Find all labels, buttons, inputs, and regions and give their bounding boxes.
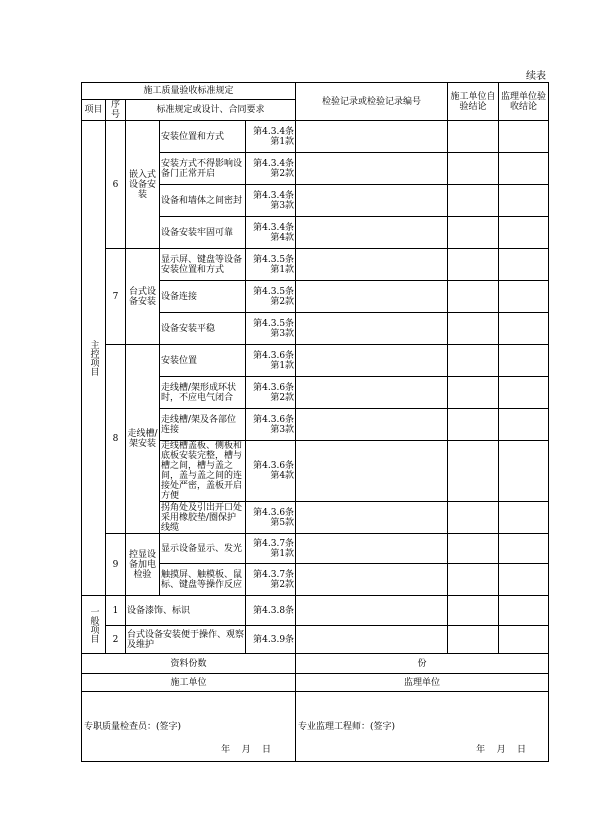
inspector-signature-label: 专职质量检查员：(签字) <box>84 721 182 732</box>
contractor-conclusion-cell[interactable] <box>448 249 499 281</box>
seq-header: 序号 <box>106 100 126 121</box>
contractor-date: 年 月 日 <box>221 745 272 755</box>
requirement-cell: 台式设备安装便于操作、观察及维护 <box>126 626 246 654</box>
clause-cell: 第4.3.4条第2款 <box>246 153 296 185</box>
record-cell[interactable] <box>296 534 448 564</box>
group-number: 8 <box>106 345 126 534</box>
contractor-conclusion-cell[interactable] <box>448 377 499 409</box>
group-name: 台式设备安装 <box>126 249 160 345</box>
supervisor-conclusion-cell[interactable] <box>499 217 549 249</box>
contractor-conclusion-cell[interactable] <box>448 564 499 596</box>
contractor-conclusion-cell[interactable] <box>448 313 499 345</box>
contractor-conclusion-cell[interactable] <box>448 281 499 313</box>
requirement-cell: 触摸屏、触模板、鼠标、键盘等操作反应 <box>160 564 246 596</box>
record-cell[interactable] <box>296 564 448 596</box>
requirement-cell: 安装位置 <box>160 345 246 377</box>
record-cell[interactable] <box>296 502 448 534</box>
supervisor-conclusion-cell[interactable] <box>499 281 549 313</box>
supervisor-conclusion-cell[interactable] <box>499 249 549 281</box>
supervisor-conclusion-cell[interactable] <box>499 626 549 654</box>
clause-cell: 第4.3.4条第4款 <box>246 217 296 249</box>
record-cell[interactable] <box>296 596 448 626</box>
contractor-conclusion-cell[interactable] <box>448 534 499 564</box>
contractor-conclusion-cell[interactable] <box>448 441 499 502</box>
contractor-conclusion-cell[interactable] <box>448 502 499 534</box>
record-cell[interactable] <box>296 313 448 345</box>
requirement-cell: 走线槽/架及各部位连接 <box>160 409 246 441</box>
requirement-cell: 设备连接 <box>160 281 246 313</box>
clause-cell: 第4.3.9条 <box>246 626 296 654</box>
group-name: 控显设备加电检验 <box>126 534 160 596</box>
requirement-cell: 走线槽盖板、侧板和底板安装完整，槽与槽之间，槽与盖之间，盖与盖之间的连接处严密，盖板开启方便 <box>160 441 246 502</box>
general-number: 2 <box>106 626 126 654</box>
general-group-text: 一般项目 <box>88 606 99 643</box>
supervisor-conclusion-cell[interactable] <box>499 564 549 596</box>
contractor-conclusion-cell[interactable] <box>448 596 499 626</box>
clause-cell: 第4.3.4条第3款 <box>246 185 296 217</box>
contractor-conclusion-cell[interactable] <box>448 409 499 441</box>
supervisor-conclusion-cell[interactable] <box>499 185 549 217</box>
supervisor-conclusion-cell[interactable] <box>499 313 549 345</box>
record-cell[interactable] <box>296 377 448 409</box>
contractor-conclusion-header: 施工单位自验结论 <box>448 83 499 121</box>
clause-cell: 第4.3.7条第1款 <box>246 534 296 564</box>
record-cell[interactable] <box>296 345 448 377</box>
requirement-cell: 拐角处及引出开口处采用橡胶垫/圈保护线缆 <box>160 502 246 534</box>
record-cell[interactable] <box>296 409 448 441</box>
standard-group-header: 施工质量验收标准规定 <box>82 83 296 100</box>
contractor-conclusion-cell[interactable] <box>448 345 499 377</box>
supervisor-conclusion-cell[interactable] <box>499 534 549 564</box>
clause-cell: 第4.3.6条第2款 <box>246 377 296 409</box>
general-number: 1 <box>106 596 126 626</box>
group-number: 6 <box>106 121 126 249</box>
supervisor-conclusion-cell[interactable] <box>499 377 549 409</box>
requirement-cell: 设备和墙体之间密封 <box>160 185 246 217</box>
clause-cell: 第4.3.5条第2款 <box>246 281 296 313</box>
group-number: 9 <box>106 534 126 596</box>
contractor-conclusion-cell[interactable] <box>448 153 499 185</box>
main-group-label <box>82 121 106 596</box>
supervisor-conclusion-header: 监理单位验收结论 <box>499 83 549 121</box>
requirement-cell: 设备漆饰、标识 <box>126 596 246 626</box>
docs-count-cell[interactable] <box>296 654 549 674</box>
clause-cell: 第4.3.6条第5款 <box>246 502 296 534</box>
contractor-conclusion-cell[interactable] <box>448 626 499 654</box>
clause-cell: 第4.3.4条第1款 <box>246 121 296 153</box>
engineer-signature-label: 专业监理工程师：(签字) <box>298 721 396 732</box>
clause-cell: 第4.3.6条第4款 <box>246 441 296 502</box>
general-group-label <box>82 596 106 654</box>
docs-count-label: 资料份数 <box>82 654 296 674</box>
requirement-cell: 走线槽/架形成环状时，不应电气闭合 <box>160 377 246 409</box>
record-cell[interactable] <box>296 626 448 654</box>
clause-cell: 第4.3.8条 <box>246 596 296 626</box>
record-header: 检验记录或检验记录编号 <box>296 83 448 121</box>
item-header: 项目 <box>82 100 106 121</box>
supervisor-conclusion-cell[interactable] <box>499 345 549 377</box>
requirement-header: 标准规定或设计、合同要求 <box>126 100 296 121</box>
record-cell[interactable] <box>296 281 448 313</box>
clause-cell: 第4.3.6条第1款 <box>246 345 296 377</box>
requirement-cell: 显示设备显示、发光 <box>160 534 246 564</box>
supervisor-conclusion-cell[interactable] <box>499 409 549 441</box>
record-cell[interactable] <box>296 217 448 249</box>
supervisor-signature-block[interactable] <box>296 692 549 762</box>
supervisor-date: 年 月 日 <box>476 745 527 755</box>
supervisor-conclusion-cell[interactable] <box>499 121 549 153</box>
record-cell[interactable] <box>296 185 448 217</box>
record-cell[interactable] <box>296 249 448 281</box>
contractor-conclusion-cell[interactable] <box>448 185 499 217</box>
clause-cell: 第4.3.5条第3款 <box>246 313 296 345</box>
contractor-conclusion-cell[interactable] <box>448 217 499 249</box>
acceptance-table <box>81 82 549 762</box>
supervisor-conclusion-cell[interactable] <box>499 441 549 502</box>
main-group-text: 主控项目 <box>88 340 99 376</box>
supervisor-conclusion-cell[interactable] <box>499 502 549 534</box>
contractor-unit-header: 施工单位 <box>82 674 296 692</box>
clause-cell: 第4.3.7条第2款 <box>246 564 296 596</box>
requirement-cell: 设备安装平稳 <box>160 313 246 345</box>
continued-label: 续表 <box>526 71 546 82</box>
docs-count-unit: 份 <box>417 658 427 669</box>
requirement-cell: 设备安装牢固可靠 <box>160 217 246 249</box>
clause-cell: 第4.3.6条第3款 <box>246 409 296 441</box>
supervisor-conclusion-cell[interactable] <box>499 596 549 626</box>
supervisor-conclusion-cell[interactable] <box>499 153 549 185</box>
group-name: 嵌入式设备安装 <box>126 121 160 249</box>
record-cell[interactable] <box>296 441 448 502</box>
contractor-conclusion-cell[interactable] <box>448 121 499 153</box>
clause-cell: 第4.3.5条第1款 <box>246 249 296 281</box>
requirement-cell: 显示屏、键盘等设备安装位置和方式 <box>160 249 246 281</box>
record-cell[interactable] <box>296 153 448 185</box>
group-name: 走线槽/架安装 <box>126 345 160 534</box>
supervisor-unit-header: 监理单位 <box>296 674 549 692</box>
requirement-cell: 安装方式不得影响设备门正常开启 <box>160 153 246 185</box>
contractor-signature-block[interactable] <box>82 692 296 762</box>
group-number: 7 <box>106 249 126 345</box>
requirement-cell: 安装位置和方式 <box>160 121 246 153</box>
record-cell[interactable] <box>296 121 448 153</box>
